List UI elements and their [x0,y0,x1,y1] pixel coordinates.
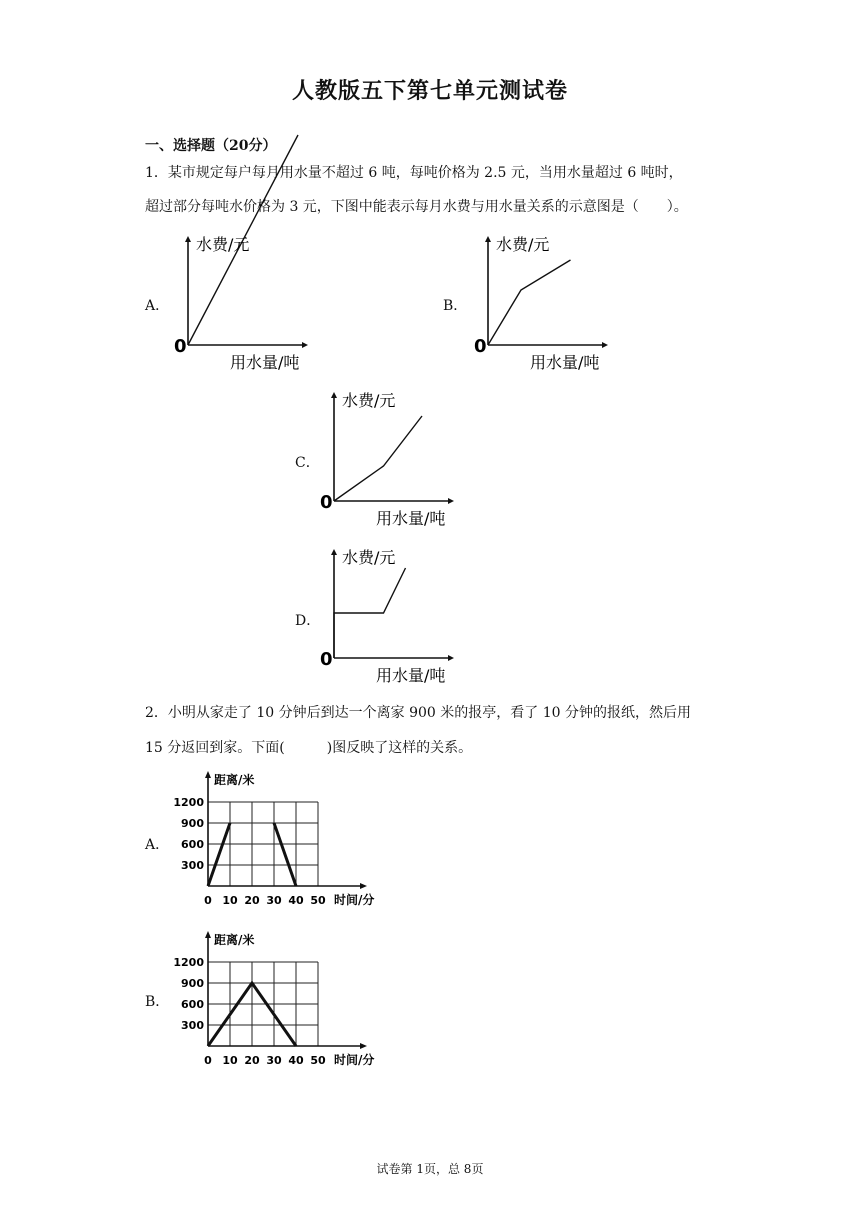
x-tick-label: 10 [222,1054,238,1067]
q2-option-b-label: B． [145,994,170,1010]
x-tick-label: 50 [310,1054,326,1067]
q1-option-b-label: B． [443,298,468,314]
y-tick-label: 600 [181,838,204,851]
q2-chart-svg [168,928,388,1078]
question-1-line-2: 超过部分每吨水价格为 3 元，下图中能表示每月水费与用水量关系的示意图是（ ）。 [145,199,688,215]
x-tick-label: 30 [266,1054,282,1067]
y-tick-label: 900 [181,817,204,830]
x-axis-arrow [302,342,308,348]
data-line [334,416,422,501]
y-axis-label: 水费/元 [196,235,250,254]
origin-label: 0 [320,492,333,513]
x-tick-label: 40 [288,1054,304,1067]
y-axis-label: 距离/米 [214,773,255,787]
data-line [488,260,571,345]
x-axis-arrow [448,498,454,504]
x-tick-label: 20 [244,1054,260,1067]
x-axis-label: 用水量/吨 [530,353,600,372]
data-line [334,568,406,658]
x-axis-arrow [360,1043,367,1049]
data-line-return [274,823,296,886]
x-tick-label: 50 [310,894,326,907]
origin-label: 0 [320,649,333,670]
q1-chart-c [318,386,458,526]
x-axis-label: 用水量/吨 [376,509,446,528]
y-axis-arrow [205,931,211,938]
y-tick-label: 300 [181,859,204,872]
x-axis-arrow [448,655,454,661]
y-axis-label: 水费/元 [496,235,550,254]
y-axis-label: 水费/元 [342,391,396,410]
page-footer: 试卷第 1页，总 8页 [376,1162,484,1176]
x-axis-arrow [360,883,367,889]
y-tick-label: 600 [181,998,204,1011]
q1-chart-a [172,230,312,370]
x-tick-label: 0 [204,894,212,907]
x-axis-label: 用水量/吨 [230,353,300,372]
x-axis-arrow [602,342,608,348]
q1-option-c-label: C． [295,455,320,471]
x-tick-label: 40 [288,894,304,907]
y-axis-arrow [485,236,491,242]
q1-chart-d [318,543,458,683]
question-1-line-1: 1．某市规定每户每月用水量不超过 6 吨，每吨价格为 2.5 元，当用水量超过 6 吨时， [145,165,683,181]
q1-chart-svg [172,230,312,370]
q2-option-a-label: A． [145,837,170,853]
y-tick-label: 300 [181,1019,204,1032]
q1-chart-b [472,230,612,370]
x-tick-label: 0 [204,1054,212,1067]
x-tick-label: 10 [222,894,238,907]
y-axis-arrow [331,549,337,555]
q2-chart-a [168,768,388,918]
y-tick-label: 1200 [173,796,204,809]
q2-chart-svg [168,768,388,918]
section-heading: 一、选择题（20分） [145,138,277,154]
y-axis-arrow [205,771,211,778]
y-axis-arrow [185,236,191,242]
page-title: 人教版五下第七单元测试卷 [291,79,568,104]
q1-option-a-label: A． [145,298,170,314]
q2-chart-b [168,928,388,1078]
origin-label: 0 [474,336,487,357]
q1-chart-svg [472,230,612,370]
q1-chart-svg [318,543,458,683]
q1-chart-svg [318,386,458,526]
q1-option-d-label: D． [295,613,321,629]
origin-label: 0 [174,336,187,357]
y-tick-label: 900 [181,977,204,990]
x-tick-label: 30 [266,894,282,907]
y-axis-label: 水费/元 [342,548,396,567]
question-2-line-1: 2．小明从家走了 10 分钟后到达一个离家 900 米的报亭，看了 10 分钟的报纸，然后用 [145,705,691,721]
question-2-line-2: 15 分返回到家。下面( )图反映了这样的关系。 [145,740,473,756]
x-tick-label: 20 [244,894,260,907]
x-axis-label: 用水量/吨 [376,666,446,685]
y-tick-label: 1200 [173,956,204,969]
y-axis-label: 距离/米 [214,933,255,947]
x-axis-label: 时间/分 [334,1053,375,1067]
x-axis-label: 时间/分 [334,893,375,907]
y-axis-arrow [331,392,337,398]
data-line-outbound [208,823,230,886]
